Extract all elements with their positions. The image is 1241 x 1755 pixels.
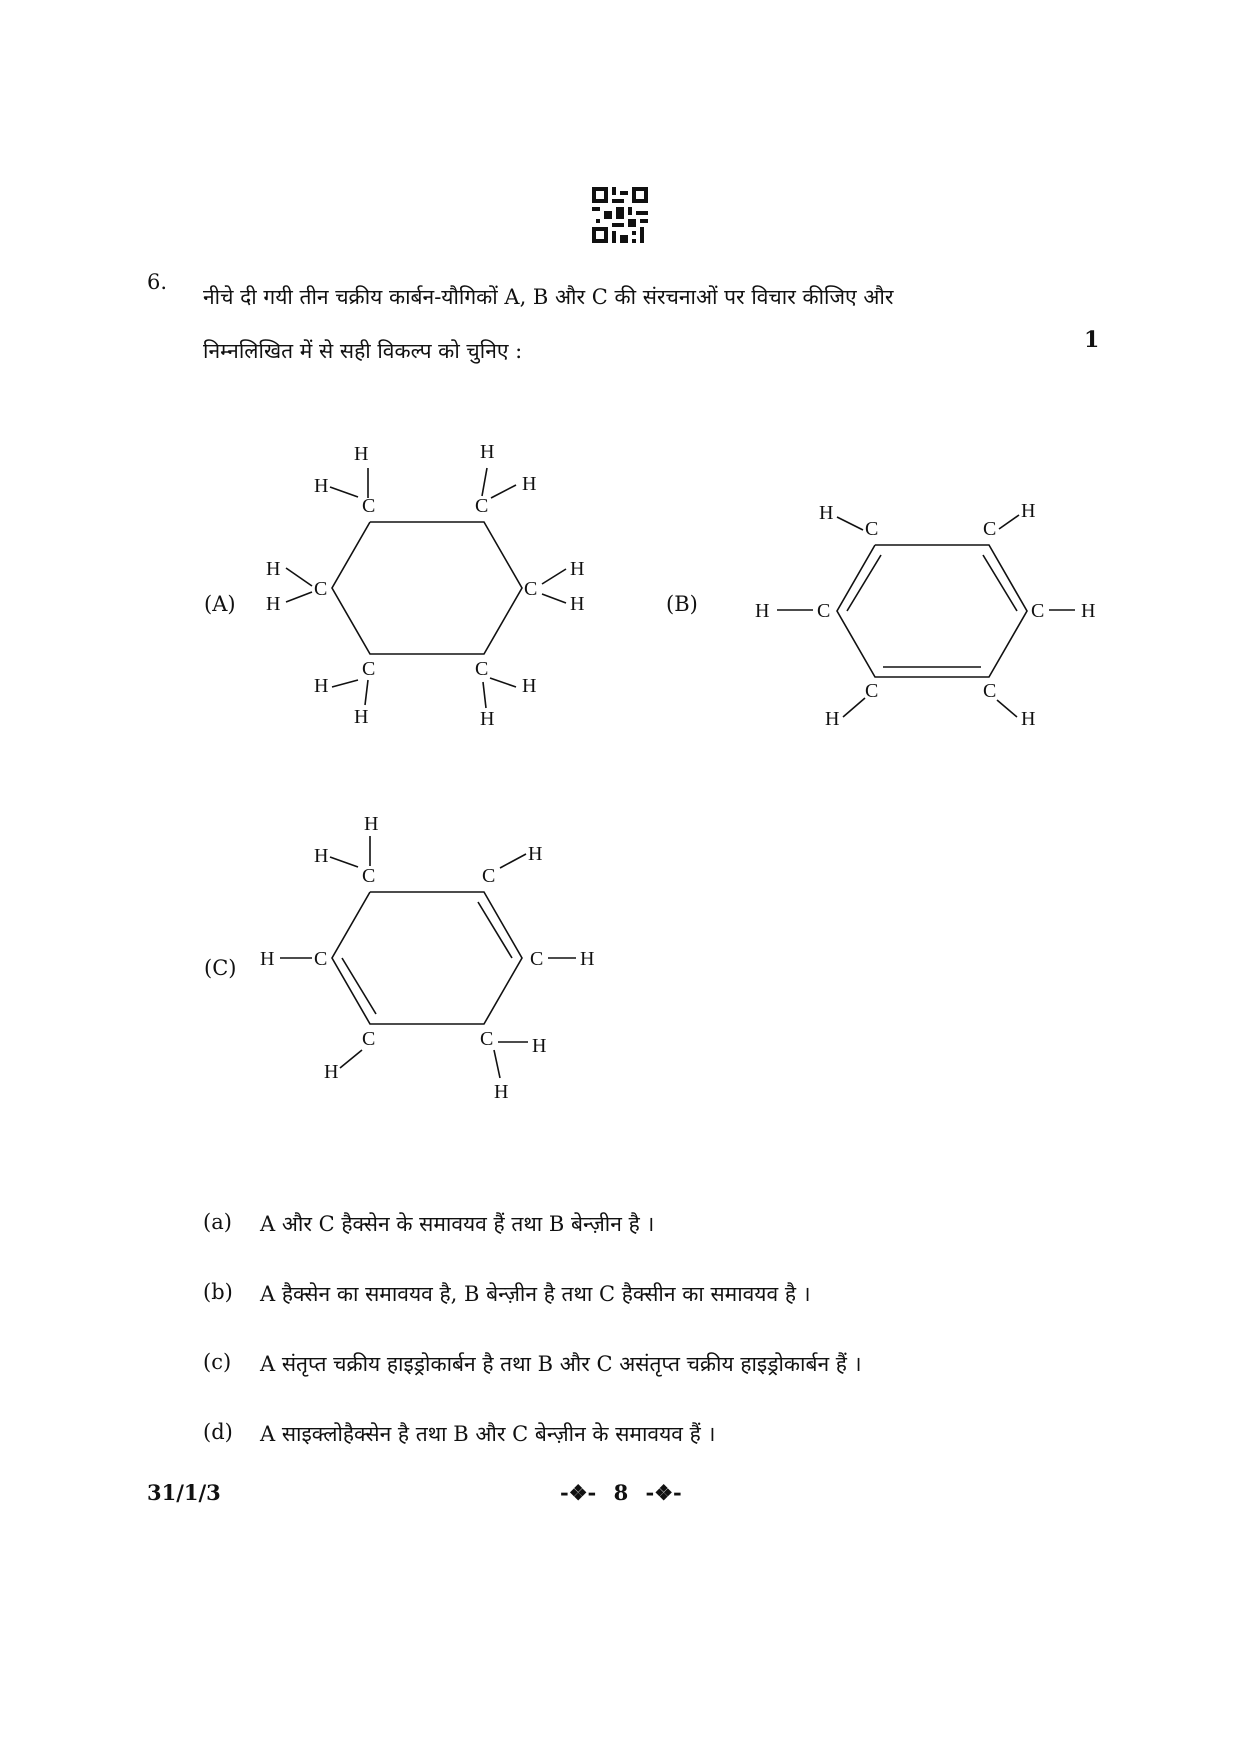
svg-text:H: H (1021, 500, 1036, 522)
page-decoration-left: -❖- (560, 1480, 597, 1505)
svg-text:H: H (260, 948, 275, 970)
option-a-letter: (a) (203, 1210, 232, 1234)
structure-b-label: (B) (666, 592, 698, 616)
question-marks: 1 (1084, 327, 1100, 353)
option-a-text: A और C हैक्सेन के समावयव हैं तथा B बेन्ज़ीन है । (260, 1212, 655, 1236)
option-c-letter: (c) (203, 1350, 232, 1374)
structure-c-label: (C) (204, 956, 237, 980)
svg-text:H: H (480, 441, 495, 463)
svg-text:C: C (983, 680, 997, 702)
structure-a-cyclohexane (250, 440, 610, 740)
svg-text:H: H (1081, 600, 1096, 622)
option-c-text: A संतृप्त चक्रीय हाइड्रोकार्बन है तथा B और C असंतृप्त चक्रीय हाइड्रोकार्बन हैं । (260, 1352, 862, 1376)
qr-code (592, 187, 648, 243)
svg-text:C: C (362, 1028, 376, 1050)
question-text (203, 270, 1053, 378)
svg-text:H: H (314, 475, 329, 497)
svg-text:H: H (532, 1035, 547, 1057)
paper-code: 31/1/3 (147, 1480, 221, 1505)
svg-text:H: H (522, 675, 537, 697)
svg-text:H: H (266, 558, 281, 580)
page-decoration-right: -❖- (645, 1480, 682, 1505)
svg-text:C: C (865, 518, 879, 540)
option-d-text: A साइक्लोहैक्सेन है तथा B और C बेन्ज़ीन के समावयव हैं । (260, 1422, 716, 1446)
svg-text:C: C (1031, 600, 1045, 622)
svg-text:H: H (1021, 708, 1036, 730)
svg-text:C: C (524, 578, 538, 600)
svg-text:H: H (364, 813, 379, 835)
svg-text:C: C (475, 658, 489, 680)
svg-text:C: C (865, 680, 879, 702)
svg-text:C: C (480, 1028, 494, 1050)
structure-c-cyclohexadiene (250, 810, 610, 1110)
svg-text:C: C (983, 518, 997, 540)
question-text-line2: निम्नलिखित में से सही विकल्प को चुनिए : (203, 339, 523, 363)
svg-text:H: H (819, 502, 834, 524)
option-b-letter: (b) (203, 1280, 233, 1304)
question-text-line1: नीचे दी गयी तीन चक्रीय कार्बन-यौगिकों A, B और C की संरचनाओं पर विचार कीजिए और (203, 285, 894, 309)
svg-text:C: C (475, 495, 489, 517)
svg-text:C: C (530, 948, 544, 970)
svg-text:H: H (354, 443, 369, 465)
svg-text:C: C (314, 948, 328, 970)
option-d-letter: (d) (203, 1420, 233, 1444)
svg-text:H: H (314, 845, 329, 867)
option-b-text: A हैक्सेन का समावयव है, B बेन्ज़ीन है तथा C हैक्सीन का समावयव है । (260, 1282, 811, 1306)
svg-text:H: H (314, 675, 329, 697)
svg-text:H: H (324, 1061, 339, 1083)
svg-text:C: C (362, 865, 376, 887)
structure-a-label: (A) (204, 592, 236, 616)
svg-text:C: C (314, 578, 328, 600)
question-number: 6. (147, 270, 168, 294)
svg-text:H: H (580, 948, 595, 970)
page-number (560, 1480, 682, 1505)
page-number-value: 8 (613, 1480, 629, 1505)
svg-text:C: C (362, 495, 376, 517)
svg-text:H: H (570, 558, 585, 580)
svg-text:H: H (825, 708, 840, 730)
svg-text:C: C (482, 865, 496, 887)
svg-text:C: C (362, 658, 376, 680)
svg-text:H: H (354, 706, 369, 728)
svg-text:H: H (266, 593, 281, 615)
svg-text:H: H (480, 708, 495, 730)
structure-b-benzene (755, 495, 1095, 745)
svg-text:H: H (755, 600, 770, 622)
svg-text:H: H (494, 1081, 509, 1103)
svg-text:C: C (817, 600, 831, 622)
svg-text:H: H (522, 473, 537, 495)
svg-text:H: H (570, 593, 585, 615)
svg-text:H: H (528, 843, 543, 865)
